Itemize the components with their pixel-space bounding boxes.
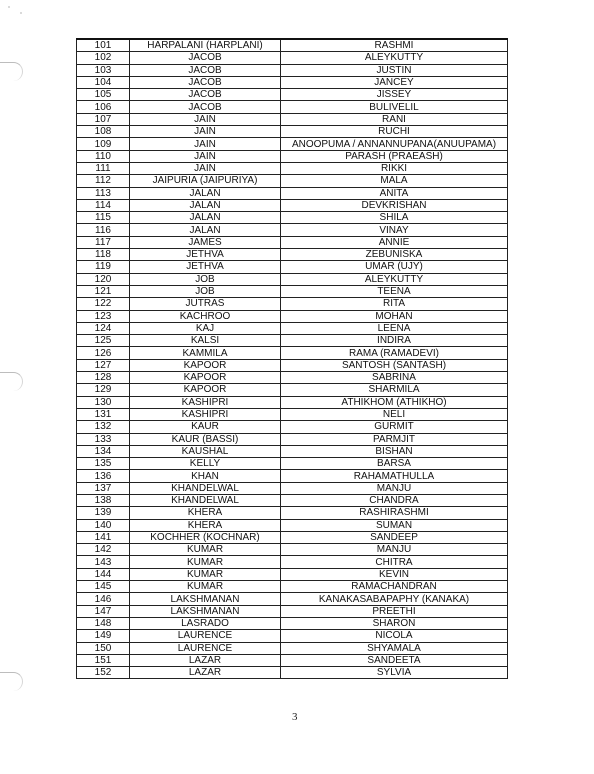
- surname-cell: LAKSHMANAN: [130, 593, 281, 605]
- given-name-cell: SHARMILA: [281, 384, 508, 396]
- table-row: [77, 39, 508, 52]
- table-row: [77, 519, 508, 531]
- row-number-cell: 113: [77, 187, 130, 199]
- given-name-cell: MALA: [281, 175, 508, 187]
- table-row: [77, 654, 508, 666]
- table-row: [77, 593, 508, 605]
- table-row: [77, 421, 508, 433]
- given-name-cell: JISSEY: [281, 89, 508, 101]
- table-row: [77, 617, 508, 629]
- surname-cell: JALAN: [130, 212, 281, 224]
- given-name-cell: BISHAN: [281, 445, 508, 457]
- table-row: [77, 335, 508, 347]
- surname-cell: JOB: [130, 285, 281, 297]
- surname-cell: KHERA: [130, 507, 281, 519]
- given-name-cell: ATHIKHOM (ATHIKHO): [281, 396, 508, 408]
- surname-cell: KASHIPRI: [130, 408, 281, 420]
- surname-cell: JAIPURIA (JAIPURIYA): [130, 175, 281, 187]
- row-number-cell: 121: [77, 285, 130, 297]
- surname-cell: JUTRAS: [130, 298, 281, 310]
- surname-cell: JACOB: [130, 101, 281, 113]
- surname-cell: KAUSHAL: [130, 445, 281, 457]
- row-number-cell: 101: [77, 39, 130, 52]
- given-name-cell: ANOOPUMA / ANNANNUPANA(ANUUPAMA): [281, 138, 508, 150]
- surname-cell: KUMAR: [130, 581, 281, 593]
- table-row: [77, 507, 508, 519]
- table-row: [77, 347, 508, 359]
- surname-cell: JALAN: [130, 199, 281, 211]
- surname-cell: KHAN: [130, 470, 281, 482]
- given-name-cell: DEVKRISHAN: [281, 199, 508, 211]
- row-number-cell: 149: [77, 630, 130, 642]
- surname-cell: JACOB: [130, 89, 281, 101]
- row-number-cell: 117: [77, 236, 130, 248]
- row-number-cell: 140: [77, 519, 130, 531]
- surname-cell: JETHVA: [130, 249, 281, 261]
- scan-speck: [8, 6, 10, 8]
- surname-cell: JALAN: [130, 187, 281, 199]
- table-row: [77, 482, 508, 494]
- table-row: [77, 630, 508, 642]
- given-name-cell: BULIVELIL: [281, 101, 508, 113]
- surname-cell: LAURENCE: [130, 642, 281, 654]
- given-name-cell: ALEYKUTTY: [281, 273, 508, 285]
- given-name-cell: KEVIN: [281, 568, 508, 580]
- given-name-cell: MOHAN: [281, 310, 508, 322]
- row-number-cell: 114: [77, 199, 130, 211]
- table-row: [77, 187, 508, 199]
- table-row: [77, 285, 508, 297]
- surname-cell: KAMMILA: [130, 347, 281, 359]
- surname-cell: JALAN: [130, 224, 281, 236]
- table-row: [77, 605, 508, 617]
- row-number-cell: 148: [77, 617, 130, 629]
- surname-cell: HARPALANI (HARPLANI): [130, 39, 281, 52]
- surname-cell: KUMAR: [130, 568, 281, 580]
- row-number-cell: 105: [77, 89, 130, 101]
- table-row: [77, 199, 508, 211]
- surname-cell: KALSI: [130, 335, 281, 347]
- given-name-cell: CHANDRA: [281, 494, 508, 506]
- table-row: [77, 384, 508, 396]
- table-row: [77, 52, 508, 64]
- given-name-cell: SANDEEP: [281, 531, 508, 543]
- given-name-cell: PARMJIT: [281, 433, 508, 445]
- table-row: [77, 236, 508, 248]
- table-row: [77, 273, 508, 285]
- row-number-cell: 109: [77, 138, 130, 150]
- surname-cell: LAZAR: [130, 667, 281, 679]
- given-name-cell: RUCHI: [281, 126, 508, 138]
- table-row: [77, 408, 508, 420]
- given-name-cell: SHARON: [281, 617, 508, 629]
- row-number-cell: 111: [77, 162, 130, 174]
- row-number-cell: 106: [77, 101, 130, 113]
- table-row: [77, 310, 508, 322]
- surname-cell: JAIN: [130, 126, 281, 138]
- row-number-cell: 134: [77, 445, 130, 457]
- given-name-cell: MANJU: [281, 544, 508, 556]
- row-number-cell: 132: [77, 421, 130, 433]
- given-name-cell: ALEYKUTTY: [281, 52, 508, 64]
- row-number-cell: 115: [77, 212, 130, 224]
- table-row: [77, 458, 508, 470]
- row-number-cell: 137: [77, 482, 130, 494]
- given-name-cell: BARSA: [281, 458, 508, 470]
- surname-cell: LAURENCE: [130, 630, 281, 642]
- surname-cell: KUMAR: [130, 544, 281, 556]
- row-number-cell: 150: [77, 642, 130, 654]
- surname-cell: KAJ: [130, 322, 281, 334]
- row-number-cell: 108: [77, 126, 130, 138]
- row-number-cell: 141: [77, 531, 130, 543]
- given-name-cell: RASHIRASHMI: [281, 507, 508, 519]
- row-number-cell: 119: [77, 261, 130, 273]
- given-name-cell: NELI: [281, 408, 508, 420]
- given-name-cell: CHITRA: [281, 556, 508, 568]
- row-number-cell: 131: [77, 408, 130, 420]
- given-name-cell: VINAY: [281, 224, 508, 236]
- given-name-cell: KANAKASABAPAPHY (KANAKA): [281, 593, 508, 605]
- given-name-cell: SUMAN: [281, 519, 508, 531]
- name-table-body: [77, 39, 508, 679]
- table-row: [77, 531, 508, 543]
- row-number-cell: 110: [77, 150, 130, 162]
- table-row: [77, 126, 508, 138]
- surname-cell: JAIN: [130, 138, 281, 150]
- table-row: [77, 175, 508, 187]
- surname-cell: LAZAR: [130, 654, 281, 666]
- table-row: [77, 64, 508, 76]
- surname-cell: KOCHHER (KOCHNAR): [130, 531, 281, 543]
- given-name-cell: SHILA: [281, 212, 508, 224]
- surname-cell: KUMAR: [130, 556, 281, 568]
- punch-hole-mark: [0, 672, 23, 691]
- surname-cell: JAIN: [130, 113, 281, 125]
- given-name-cell: NICOLA: [281, 630, 508, 642]
- row-number-cell: 116: [77, 224, 130, 236]
- row-number-cell: 112: [77, 175, 130, 187]
- table-row: [77, 470, 508, 482]
- given-name-cell: ANNIE: [281, 236, 508, 248]
- table-row: [77, 544, 508, 556]
- table-row: [77, 249, 508, 261]
- surname-cell: LAKSHMANAN: [130, 605, 281, 617]
- table-row: [77, 581, 508, 593]
- table-row: [77, 568, 508, 580]
- page-number: 3: [292, 711, 298, 723]
- row-number-cell: 124: [77, 322, 130, 334]
- surname-cell: JACOB: [130, 76, 281, 88]
- row-number-cell: 103: [77, 64, 130, 76]
- surname-cell: JACOB: [130, 64, 281, 76]
- row-number-cell: 129: [77, 384, 130, 396]
- table-row: [77, 298, 508, 310]
- row-number-cell: 130: [77, 396, 130, 408]
- surname-cell: JAMES: [130, 236, 281, 248]
- row-number-cell: 135: [77, 458, 130, 470]
- table-row: [77, 322, 508, 334]
- row-number-cell: 123: [77, 310, 130, 322]
- row-number-cell: 133: [77, 433, 130, 445]
- punch-hole-mark: [0, 372, 23, 391]
- table-row: [77, 261, 508, 273]
- row-number-cell: 138: [77, 494, 130, 506]
- given-name-cell: SHYAMALA: [281, 642, 508, 654]
- surname-cell: KAPOOR: [130, 359, 281, 371]
- given-name-cell: PREETHI: [281, 605, 508, 617]
- table-row: [77, 372, 508, 384]
- surname-cell: KACHROO: [130, 310, 281, 322]
- given-name-cell: MANJU: [281, 482, 508, 494]
- given-name-cell: INDIRA: [281, 335, 508, 347]
- punch-hole-mark: [0, 62, 23, 81]
- table-row: [77, 433, 508, 445]
- surname-cell: KELLY: [130, 458, 281, 470]
- row-number-cell: 144: [77, 568, 130, 580]
- row-number-cell: 102: [77, 52, 130, 64]
- table-row: [77, 642, 508, 654]
- surname-cell: JAIN: [130, 162, 281, 174]
- row-number-cell: 145: [77, 581, 130, 593]
- row-number-cell: 120: [77, 273, 130, 285]
- surname-cell: JETHVA: [130, 261, 281, 273]
- row-number-cell: 127: [77, 359, 130, 371]
- row-number-cell: 151: [77, 654, 130, 666]
- surname-cell: JAIN: [130, 150, 281, 162]
- table-row: [77, 89, 508, 101]
- table-row: [77, 359, 508, 371]
- row-number-cell: 125: [77, 335, 130, 347]
- given-name-cell: ANITA: [281, 187, 508, 199]
- given-name-cell: GURMIT: [281, 421, 508, 433]
- surname-cell: KAUR (BASSI): [130, 433, 281, 445]
- given-name-cell: PARASH (PRAEASH): [281, 150, 508, 162]
- surname-cell: KHANDELWAL: [130, 494, 281, 506]
- row-number-cell: 139: [77, 507, 130, 519]
- given-name-cell: SYLVIA: [281, 667, 508, 679]
- table-row: [77, 556, 508, 568]
- table-row: [77, 101, 508, 113]
- table-row: [77, 138, 508, 150]
- row-number-cell: 118: [77, 249, 130, 261]
- surname-cell: KHERA: [130, 519, 281, 531]
- given-name-cell: RASHMI: [281, 39, 508, 52]
- row-number-cell: 107: [77, 113, 130, 125]
- row-number-cell: 152: [77, 667, 130, 679]
- row-number-cell: 142: [77, 544, 130, 556]
- surname-cell: KASHIPRI: [130, 396, 281, 408]
- given-name-cell: RAHAMATHULLA: [281, 470, 508, 482]
- given-name-cell: LEENA: [281, 322, 508, 334]
- surname-cell: KAPOOR: [130, 384, 281, 396]
- row-number-cell: 128: [77, 372, 130, 384]
- given-name-cell: SABRINA: [281, 372, 508, 384]
- given-name-cell: RIKKI: [281, 162, 508, 174]
- table-row: [77, 76, 508, 88]
- given-name-cell: RAMACHANDRAN: [281, 581, 508, 593]
- row-number-cell: 143: [77, 556, 130, 568]
- given-name-cell: JANCEY: [281, 76, 508, 88]
- surname-cell: KAPOOR: [130, 372, 281, 384]
- table-row: [77, 445, 508, 457]
- given-name-cell: RAMA (RAMADEVI): [281, 347, 508, 359]
- table-row: [77, 150, 508, 162]
- given-name-cell: SANDEETA: [281, 654, 508, 666]
- table-row: [77, 113, 508, 125]
- row-number-cell: 104: [77, 76, 130, 88]
- name-table: [76, 38, 508, 679]
- surname-cell: KHANDELWAL: [130, 482, 281, 494]
- given-name-cell: SANTOSH (SANTASH): [281, 359, 508, 371]
- surname-cell: JACOB: [130, 52, 281, 64]
- table-row: [77, 162, 508, 174]
- row-number-cell: 147: [77, 605, 130, 617]
- table-row: [77, 224, 508, 236]
- row-number-cell: 146: [77, 593, 130, 605]
- surname-cell: JOB: [130, 273, 281, 285]
- given-name-cell: ZEBUNISKA: [281, 249, 508, 261]
- scan-speck: [20, 12, 22, 14]
- table-row: [77, 212, 508, 224]
- surname-cell: LASRADO: [130, 617, 281, 629]
- row-number-cell: 122: [77, 298, 130, 310]
- table-row: [77, 494, 508, 506]
- given-name-cell: JUSTIN: [281, 64, 508, 76]
- surname-cell: KAUR: [130, 421, 281, 433]
- table-row: [77, 667, 508, 679]
- given-name-cell: RITA: [281, 298, 508, 310]
- given-name-cell: UMAR (UJY): [281, 261, 508, 273]
- table-row: [77, 396, 508, 408]
- given-name-cell: RANI: [281, 113, 508, 125]
- row-number-cell: 136: [77, 470, 130, 482]
- row-number-cell: 126: [77, 347, 130, 359]
- given-name-cell: TEENA: [281, 285, 508, 297]
